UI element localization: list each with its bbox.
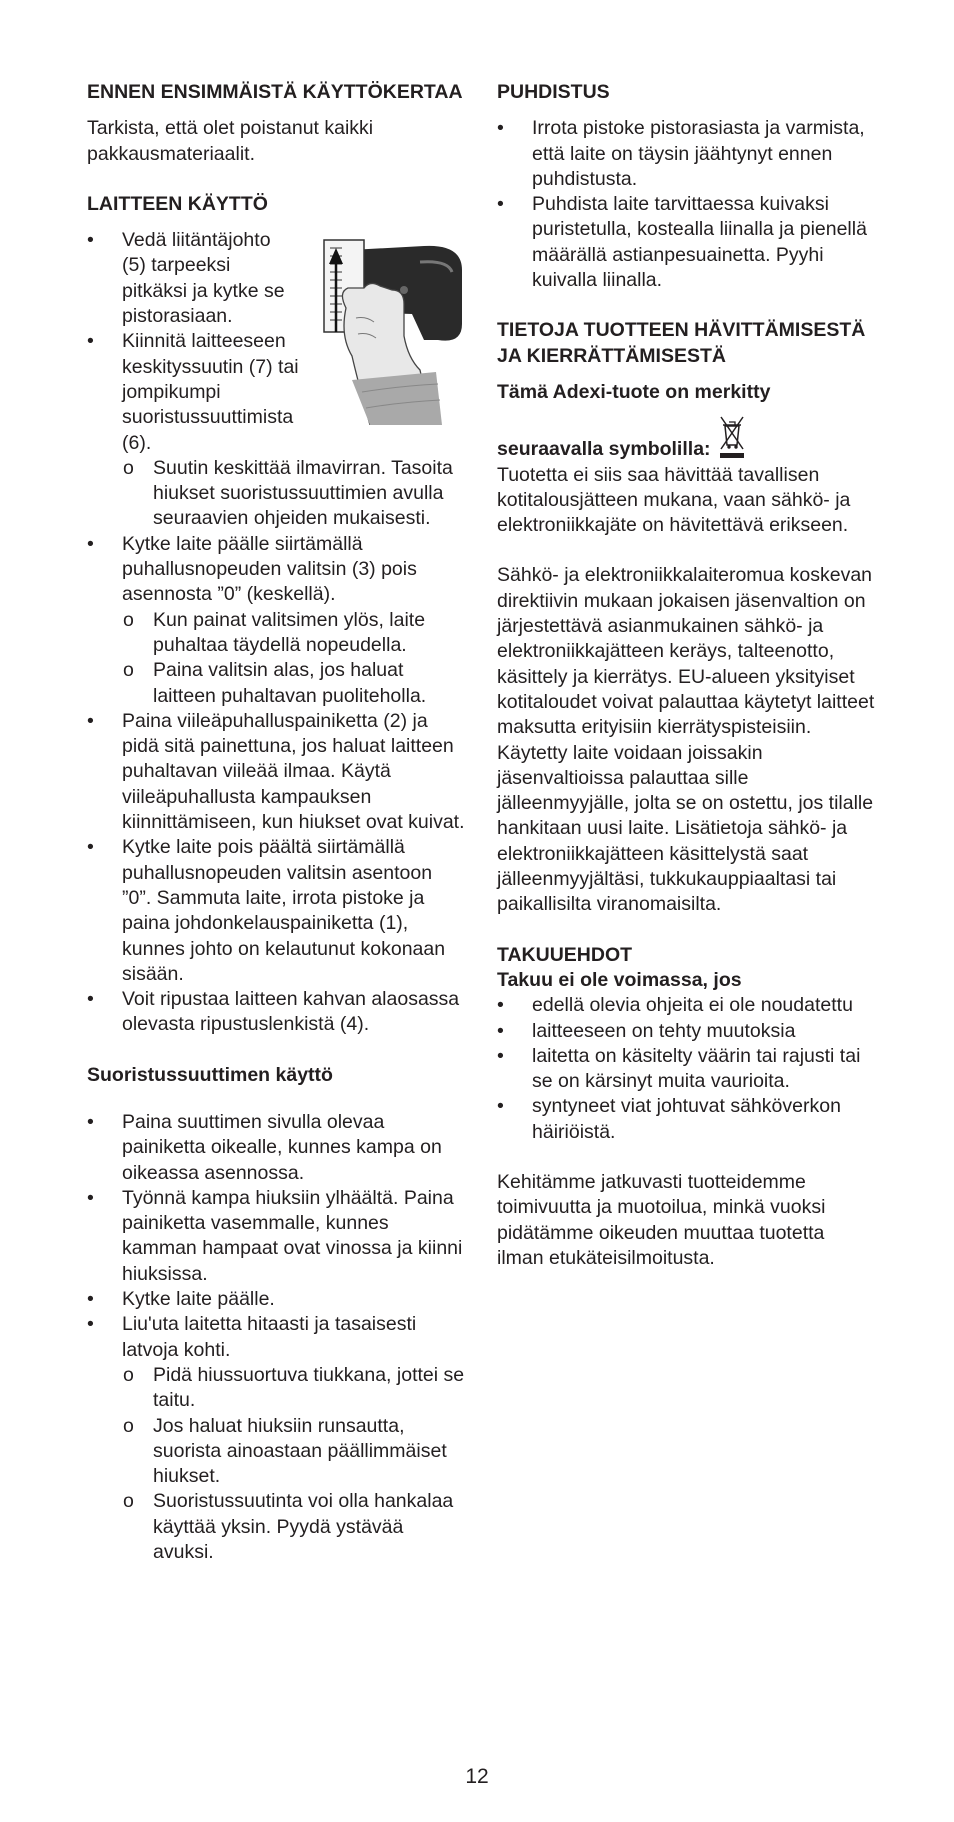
sub-marker: o — [123, 1414, 134, 1437]
bullet-marker: • — [87, 709, 94, 732]
sub-marker: o — [123, 608, 134, 631]
page-number: 12 — [465, 1765, 489, 1788]
marking-statement-symbol-line — [497, 413, 875, 462]
list-item-text: Paina viileäpuhalluspainiketta (2) ja pidä sitä painettuna, jos haluat laitteen puhaltavan viileää ilmaa. Käytä viileäpuhallusta kampauksen kiinnittämiseen, kun hiukset ovat kuivat. — [122, 709, 465, 834]
list-item-text: Kytke laite päälle siirtämällä puhallusnopeuden valitsin (3) pois asennosta ”0” (keskellä). — [122, 532, 417, 606]
bullet-marker: • — [87, 229, 94, 252]
list-item — [497, 993, 875, 1018]
list-item — [87, 532, 465, 608]
list-item — [87, 1110, 465, 1186]
list-item — [87, 1186, 465, 1287]
list-item-text: Voit ripustaa laitteen kahvan alaosassa olevasta ripustuslenkistä (4). — [122, 988, 460, 1036]
bullet-marker: • — [497, 994, 504, 1017]
heading-using-device: LAITTEEN KÄYTTÖ — [87, 192, 268, 215]
list-item-text: Työnnä kampa hiuksiin ylhäältä. Paina painiketta vasemmalle, kunnes kamman hampaat ovat vinossa ja kiinni hiuksissa. — [122, 1186, 463, 1285]
list-item — [87, 709, 465, 835]
sub-list-item — [87, 608, 465, 659]
list-item-text: laitteeseen on tehty muutoksia — [532, 1019, 796, 1042]
list-item — [497, 192, 875, 293]
marking-statement: Tämä Adexi-tuote on merkitty — [497, 380, 771, 403]
paragraph-check-packaging: Tarkista, että olet poistanut kaikki pakkausmateriaalit. — [87, 117, 374, 165]
list-item-text: laitetta on käsitelty väärin tai rajusti tai se on kärsinyt muita vaurioita. — [532, 1044, 861, 1093]
list-item-text: Irrota pistoke pistorasiasta ja varmista, että laite on täysin jäähtynyt ennen puhdistusta. — [532, 117, 865, 190]
heading-straightener-nozzle: Suoristussuuttimen käyttö — [87, 1063, 333, 1086]
sub-list-item — [87, 1363, 465, 1414]
bullet-marker: • — [87, 988, 94, 1011]
bullet-marker: • — [87, 330, 94, 353]
heading-before-first-use: ENNEN ENSIMMÄISTÄ KÄYTTÖKERTAA — [87, 81, 463, 103]
bullet-marker: • — [497, 117, 504, 140]
list-item-text: syntyneet viat johtuvat sähköverkon häiriöistä. — [532, 1095, 841, 1143]
bullet-marker: • — [497, 1019, 504, 1042]
crossed-out-bin-icon — [717, 413, 747, 459]
heading-cleaning: PUHDISTUS — [497, 81, 610, 103]
list-item — [87, 987, 465, 1038]
list-item — [87, 228, 297, 329]
paragraph-weee-directive: Sähkö- ja elektroniikkalaiteromua koskevan direktiivin mukaan jokaisen jäsenvaltion on järjestettävä asianmukainen sähkö- ja elektroniikkajätteen keräys, talteenotto, käsittely ja kierrätys. EU-alueen yksityiset kotitaloudet voivat palauttaa käytetyt laitteet maksutta erityisiin kierrätyspisteisiin. Käytetty laite voidaan joissakin jäsenvaltioissa palauttaa sille jälleenmyyjälle, jolta se on ostettu, jos tilalle hankitaan uusi laite. Lisätietoja sähkö- ja elektroniikkajätteen käsittelystä saat jälleenmyyjältäsi, tukkukauppiaaltasi tai paikallisilta viranomaisilta. — [497, 564, 875, 916]
bullet-marker: • — [497, 1095, 504, 1118]
sub-list-item — [87, 1414, 465, 1490]
list-item — [497, 1019, 875, 1044]
sub-list-item-text: Jos haluat hiuksiin runsautta, suorista ainoastaan päällimmäiset hiukset. — [153, 1414, 447, 1488]
bullet-marker: • — [87, 1186, 94, 1209]
sub-list-item — [87, 456, 465, 532]
sub-list-item-text: Paina valitsin alas, jos haluat laitteen puhaltavan puoliteholla. — [153, 659, 427, 707]
list-item — [87, 1312, 465, 1363]
sub-list-item — [87, 658, 465, 709]
list-item — [87, 835, 465, 987]
list-item — [497, 116, 875, 192]
list-item-text: Liu'uta laitetta hitaasti ja tasaisesti latvoja kohti. — [122, 1313, 417, 1361]
heading-warranty: TAKUUEHDOT — [497, 943, 633, 966]
bullet-marker: • — [87, 532, 94, 555]
bullet-marker: • — [87, 1288, 94, 1311]
marking-statement-continued: seuraavalla symbolilla: — [497, 438, 711, 461]
bullet-marker: • — [497, 193, 504, 216]
sub-list-item-text: Suoristussuutinta voi olla hankalaa käyttää yksin. Pyydä ystävää avuksi. — [153, 1490, 454, 1564]
sub-marker: o — [123, 456, 134, 479]
left-column — [87, 80, 465, 1565]
sub-list-item — [87, 1489, 465, 1565]
sub-marker: o — [123, 1490, 134, 1513]
paragraph-separate-disposal: Tuotetta ei siis saa hävittää tavallisen kotitalousjätteen mukana, vaan sähkö- ja elektroniikkajäte on hävitettävä erikseen. — [497, 463, 851, 537]
list-item-text: Paina suuttimen sivulla olevaa painiketta oikealle, kunnes kampa on oikeassa asennossa. — [122, 1110, 442, 1184]
list-item-text: edellä olevia ohjeita ei ole noudatettu — [532, 994, 853, 1017]
right-column — [497, 80, 875, 1271]
heading-disposal-recycling: TIETOJA TUOTTEEN HÄVITTÄMISESTÄ JA KIERRÄTTÄMISESTÄ — [497, 319, 866, 367]
sub-list-item-text: Pidä hiussuortuva tiukkana, jottei se taitu. — [153, 1363, 465, 1412]
bullet-marker: • — [87, 1110, 94, 1133]
list-item — [87, 1287, 465, 1312]
list-item — [497, 1044, 875, 1095]
sub-list-item-text: Kun painat valitsimen ylös, laite puhaltaa täydellä nopeudella. — [153, 608, 426, 656]
paragraph-product-development: Kehitämme jatkuvasti tuotteidemme toimivuutta ja muotoilua, minkä vuoksi pidätämme oikeuden muuttaa tuotetta ilman etukäteisilmoitusta. — [497, 1170, 826, 1269]
bullet-marker: • — [87, 836, 94, 859]
list-item-text: Kiinnitä laitteeseen keskityssuutin (7) tai jompikumpi suoristussuuttimista (6). — [122, 330, 299, 454]
list-item-text: Puhdista laite tarvittaessa kuivaksi puristetulla, kostealla liinalla ja pienellä määrällä astianpesuainetta. Pyyhi kuivalla liinalla. — [532, 193, 867, 292]
bullet-marker: • — [87, 1313, 94, 1336]
list-item — [87, 329, 465, 455]
bullet-marker: • — [497, 1044, 504, 1067]
list-item-text: Kytke laite pois päältä siirtämällä puhallusnopeuden valitsin asentoon ”0”. Sammuta laite, irrota pistoke ja paina johdonkelauspainiketta (1), kunnes johto on kelautunut kokonaan sisään. — [122, 836, 446, 985]
list-item — [497, 1094, 875, 1145]
sub-marker: o — [123, 1363, 134, 1386]
list-item-text: Vedä liitäntäjohto (5) tarpeeksi pitkäksi ja kytke se pistorasiaan. — [122, 229, 285, 328]
list-item-text: Kytke laite päälle. — [122, 1288, 275, 1311]
sub-marker: o — [123, 659, 134, 682]
warranty-intro: Takuu ei ole voimassa, jos — [497, 968, 742, 991]
sub-list-item-text: Suutin keskittää ilmavirran. Tasoita hiukset suoristussuuttimien avulla seuraavien ohjeiden mukaisesti. — [153, 456, 453, 530]
